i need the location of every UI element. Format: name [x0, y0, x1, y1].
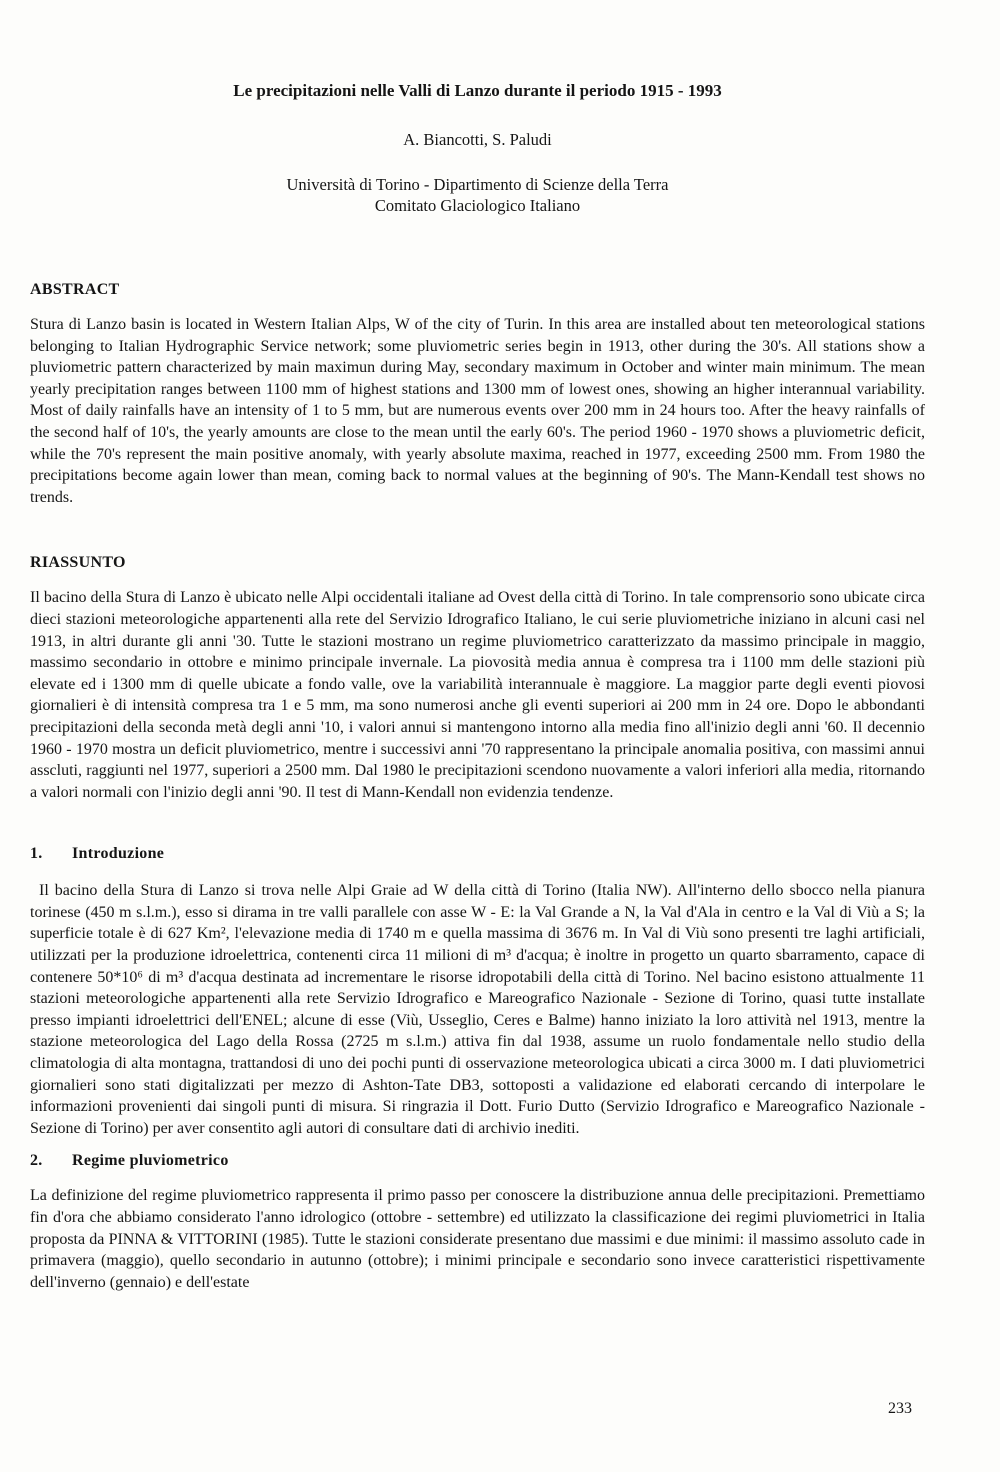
abstract-body: Stura di Lanzo basin is located in Western Italian Alps, W of the city of Turin. In this area are installed about ten meteorological stations belonging to Italian Hydrographic Service network; some pluviometric series begin in 1913, other during the 30's. All stations show a pluviometric pattern characterized by main maximun during May, secondary maximum in October and winter main minimum. The mean yearly precipitation ranges between 1100 mm of highest stations and 1300 mm of lowest ones, showing an higher interannual variability. Most of daily rainfalls have an intensity of 1 to 5 mm, but are numerous events over 200 mm in 24 hours too. After the heavy rainfalls of the second half of 10's, the yearly amounts are close to the mean until the early 60's. The period 1960 - 1970 shows a pluviometric deficit, while the 70's represent the main positive anomaly, with yearly absolute maxima, reached in 1977, exceeding 2500 mm. From 1980 the precipitations become again lower than mean, coming back to normal values at the beginning of 90's. The Mann-Kendall test shows no trends.: [30, 316, 925, 506]
title-block: [30, 80, 925, 216]
section-number: 2.: [30, 1152, 43, 1170]
introduzione-body: Il bacino della Stura di Lanzo si trova nelle Alpi Graie ad W della città di Torino (Italia NW). All'interno dello sbocco nella pianura torinese (450 m s.l.m.), esso si dirama in tre valli parallele con asse W - E: la Val Grande a N, la Val d'Ala in centro e la Val di Viù a S; la superficie totale è di 627 Km², l'elevazione media di 1740 m e quella massima di 3676 m. In Val di Viù sono presenti tre laghi artificiali, utilizzati per la produzione idroelettrica, contenenti circa 11 milioni di m³ d'acqua; è inoltre in progetto un quarto sbarramento, capace di contenere 50*10⁶ di m³ d'acqua destinata ad incrementare le risorse idropotabili della città di Torino. Nel bacino esistono attualmente 11 stazioni meteorologiche appartenenti alla rete Servizio Idrografico e Mareografico Nazionale - Sezione di Torino, quasi tutte installate presso impianti idroelettrici dell'ENEL; alcune di esse (Viù, Usseglio, Ceres e Balme) hanno iniziato la loro attività nel 1913, mentre la stazione meteorologica del Lago della Rossa (2725 m s.l.m.) attiva fin dal 1938, assume un ruolo fondamentale nello studio della climatologia di alta montagna, trattandosi di uno dei pochi punti di osservazione meteorologica ubicati a circa 3000 m. I dati pluviometrici giornalieri sono stati digitalizzati per mezzo di Ashton-Tate DB3, sottoposti a validazione ed elaborati cercando di interpolare le informazioni provenienti dai singoli punti di misura. Si ringrazia il Dott. Furio Dutto (Servizio Idrografico e Mareografico Nazionale - Sezione di Torino) per aver consentito agli autori di consultare dati di archivio inediti.: [30, 882, 925, 1137]
section-title: Regime pluviometrico: [72, 1152, 229, 1170]
authors: A. Biancotti, S. Paludi: [403, 130, 552, 149]
riassunto-body: Il bacino della Stura di Lanzo è ubicato nelle Alpi occidentali italiane ad Ovest della città di Torino. In tale comprensorio sono ubicate circa dieci stazioni meteorologiche appartenenti alla rete del Servizio Idrografico Italiano, le cui serie pluviometriche iniziano in alcuni casi nel 1913, in altri durante gli anni '30. Tutte le stazioni mostrano un regime pluviometrico caratterizzato da massimo principale in maggio, massimo secondario in ottobre e minimo principale invernale. La piovosità media annua è compresa tra i 1100 mm delle stazioni più elevate ed i 1300 mm di quelle ubicate a fondo valle, ove la variabilità interannuale è maggiore. La maggior parte degli eventi piovosi giornalieri è di intensità compresa tra 1 e 5 mm, ma sono numerosi anche gli eventi superiori ai 200 mm in 24 ore. Dopo le abbondanti precipitazioni della seconda metà degli anni '10, i valori annui si mantengono intorno alla media fino all'inizio degli anni '60. Il decennio 1960 - 1970 mostra un deficit pluviometrico, mentre i successivi anni '70 rappresentano la principale anomalia positiva, con massimi annui asscluti, raggiunti nel 1977, superiori a 2500 mm. Dal 1980 le precipitazioni scendono nuovamente a valori inferiori alla media, ritornando a valori normali con l'inizio degli anni '90. Il test di Mann-Kendall non evidenzia tendenze.: [30, 589, 925, 801]
regime-body: La definizione del regime pluviometrico rappresenta il primo passo per conoscere la distribuzione annua delle precipitazioni. Premettiamo fin d'ora che abbiamo considerato l'anno idrologico (ottobre - settembre) ed utilizzato la classificazione dei regimi pluviometrici in Italia proposta da PINNA & VITTORINI (1985). Tutte le stazioni considerate presentano due massimi e due minimi: il massimo assoluto cade in primavera (maggio), quello secondario in autunno (ottobre); i minimi principale e secondario sono invece caratteristici rispettivamente dell'inverno (gennaio) e dell'estate: [30, 1187, 925, 1291]
page-number: 233: [888, 1400, 912, 1417]
affiliation-line-2: Comitato Glaciologico Italiano: [374, 196, 581, 215]
section-regime-pluviometrico: [30, 1150, 925, 1293]
riassunto-heading: RIASSUNTO: [30, 554, 126, 572]
section-riassunto: [30, 552, 925, 803]
section-introduzione: [30, 843, 925, 1139]
affiliation-block: [30, 174, 925, 216]
affiliation-line-1: Università di Torino - Dipartimento di Scienze della Terra: [286, 175, 669, 194]
section-abstract: [30, 279, 925, 508]
regime-heading: [30, 1150, 925, 1171]
paper-title: Le precipitazioni nelle Valli di Lanzo durante il periodo 1915 - 1993: [233, 81, 722, 100]
section-number: 1.: [30, 845, 43, 863]
abstract-heading: ABSTRACT: [30, 281, 120, 298]
introduzione-heading: [30, 843, 925, 864]
section-title: Introduzione: [72, 845, 165, 863]
